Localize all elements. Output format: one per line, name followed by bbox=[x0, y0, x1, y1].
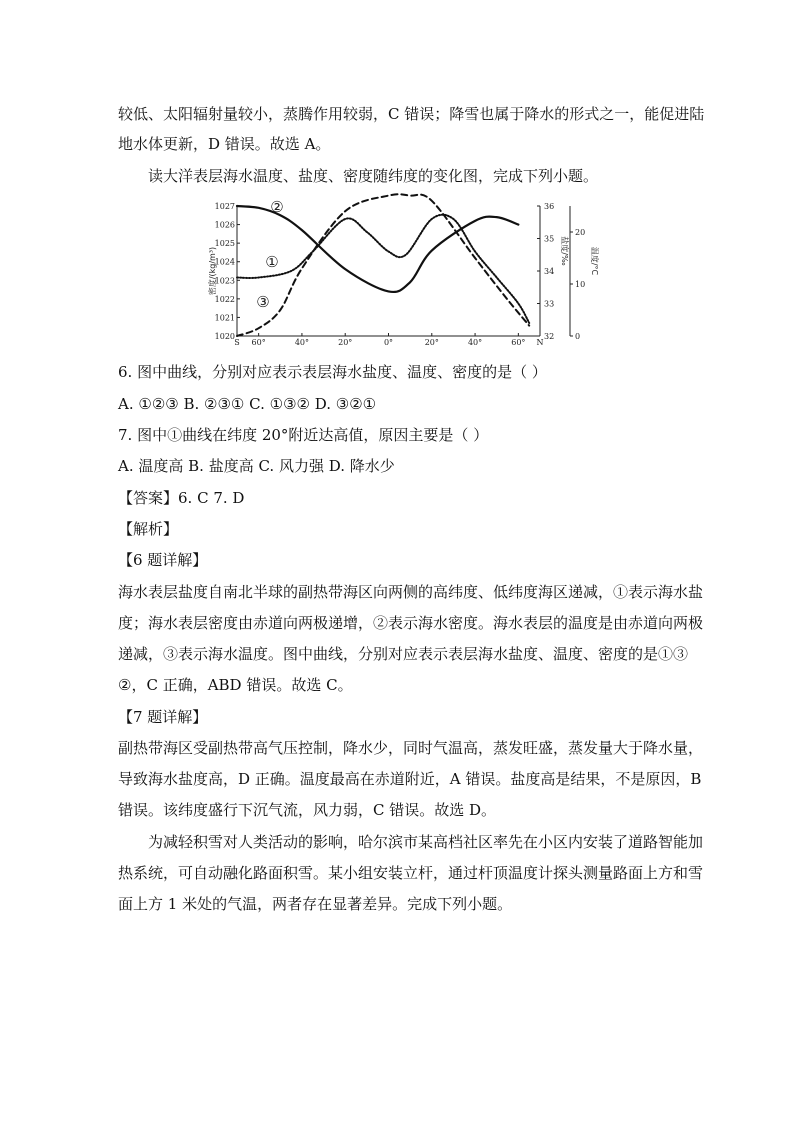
text-line: 地水体更新，D 错误。故选 A。 bbox=[118, 135, 331, 153]
text-line: 较低、太阳辐射量较小，蒸腾作用较弱，C 错误；降雪也属于降水的形式之一，能促进陆 bbox=[118, 105, 705, 123]
x-tick-label: S bbox=[234, 338, 240, 347]
salinity-tick-label: 32 bbox=[544, 332, 555, 341]
answer-line: 【答案】6. C 7. D bbox=[118, 489, 245, 507]
x-tick-label: 60° bbox=[511, 338, 526, 347]
x-tick-label: N bbox=[536, 338, 544, 347]
question-6-options: A. ①②③ B. ②③① C. ①③② D. ③②① bbox=[118, 395, 377, 413]
q6-detail-text: 海水表层盐度自南北半球的副热带海区向两侧的高纬度、低纬度海区递减，①表示海水盐 bbox=[118, 583, 704, 601]
x-tick-label: 40° bbox=[294, 338, 310, 347]
q6-detail-heading: 【6 题详解】 bbox=[118, 551, 208, 569]
series-line-density bbox=[237, 206, 518, 292]
analysis-heading: 【解析】 bbox=[118, 520, 179, 538]
salinity-tick-label: 33 bbox=[544, 299, 555, 309]
q7-detail-text: 导致海水盐度高，D 正确。温度最高在赤道附近，A 错误。盐度高是结果，不是原因，B bbox=[118, 770, 702, 788]
series-label: ① bbox=[265, 253, 279, 271]
series-line-salinity bbox=[237, 215, 529, 323]
x-tick-label: 60° bbox=[251, 338, 266, 347]
q7-detail-heading: 【7 题详解】 bbox=[118, 708, 208, 726]
question-7-options: A. 温度高 B. 盐度高 C. 风力强 D. 降水少 bbox=[118, 457, 395, 475]
density-axis-label: 密度/(kg/m³) bbox=[208, 246, 217, 296]
x-tick-label: 20° bbox=[424, 338, 439, 347]
density-tick-label: 1027 bbox=[214, 202, 235, 211]
density-tick-label: 1022 bbox=[214, 294, 235, 304]
chart-axes bbox=[237, 206, 573, 336]
temperature-tick-label: 20 bbox=[575, 228, 586, 237]
next-passage: 面上方 1 米处的气温，两者存在显著差异。完成下列小题。 bbox=[118, 895, 513, 913]
q7-detail-text: 错误。该纬度盛行下沉气流，风力弱，C 错误。故选 D。 bbox=[118, 801, 497, 819]
salinity-tick-label: 34 bbox=[544, 267, 555, 276]
question-7: 7. 图中①曲线在纬度 20°附近达高值，原因主要是（ ） bbox=[118, 426, 489, 444]
q6-detail-text: ②，C 正确，ABD 错误。故选 C。 bbox=[118, 676, 353, 694]
density-tick-label: 1026 bbox=[214, 220, 235, 230]
temperature-tick-label: 0 bbox=[575, 332, 581, 341]
density-tick-label: 1024 bbox=[214, 257, 235, 267]
x-tick-label: 20° bbox=[338, 338, 353, 347]
x-tick-label: 40° bbox=[467, 338, 483, 347]
density-tick-label: 1020 bbox=[214, 332, 235, 341]
question-6: 6. 图中曲线，分别对应表示表层海水盐度、温度、密度的是（ ） bbox=[118, 363, 547, 381]
density-tick-label: 1021 bbox=[214, 313, 235, 323]
salinity-tick-label: 36 bbox=[544, 202, 555, 211]
next-passage: 热系统，可自动融化路面积雪。某小组安装立杆，通过杆顶温度计探头测量路面上方和雪 bbox=[118, 864, 704, 882]
latitude-profile-chart bbox=[210, 196, 610, 354]
salinity-tick-label: 35 bbox=[544, 234, 555, 244]
question-intro: 读大洋表层海水温度、盐度、密度随纬度的变化图，完成下列小题。 bbox=[148, 167, 599, 185]
q6-detail-text: 度；海水表层密度由赤道向两极递增，②表示海水密度。海水表层的温度是由赤道向两极 bbox=[118, 614, 704, 632]
temperature-tick-label: 10 bbox=[575, 280, 586, 289]
density-tick-label: 1023 bbox=[214, 276, 235, 286]
next-passage: 为减轻积雪对人类活动的影响，哈尔滨市某高档社区率先在小区内安装了道路智能加 bbox=[148, 833, 704, 851]
series-label: ③ bbox=[256, 293, 270, 311]
salinity-axis-label: 盐度/‰ bbox=[560, 236, 569, 266]
temperature-axis-label: 温度/°C bbox=[590, 246, 599, 276]
density-tick-label: 1025 bbox=[214, 239, 235, 249]
x-tick-label: 0° bbox=[383, 338, 394, 347]
series-label: ② bbox=[270, 198, 284, 216]
q7-detail-text: 副热带海区受副热带高气压控制，降水少，同时气温高，蒸发旺盛，蒸发量大于降水量， bbox=[118, 739, 704, 757]
q6-detail-text: 递减，③表示海水温度。图中曲线，分别对应表示表层海水盐度、温度、密度的是①③ bbox=[118, 645, 689, 663]
chart-svg bbox=[210, 196, 610, 354]
